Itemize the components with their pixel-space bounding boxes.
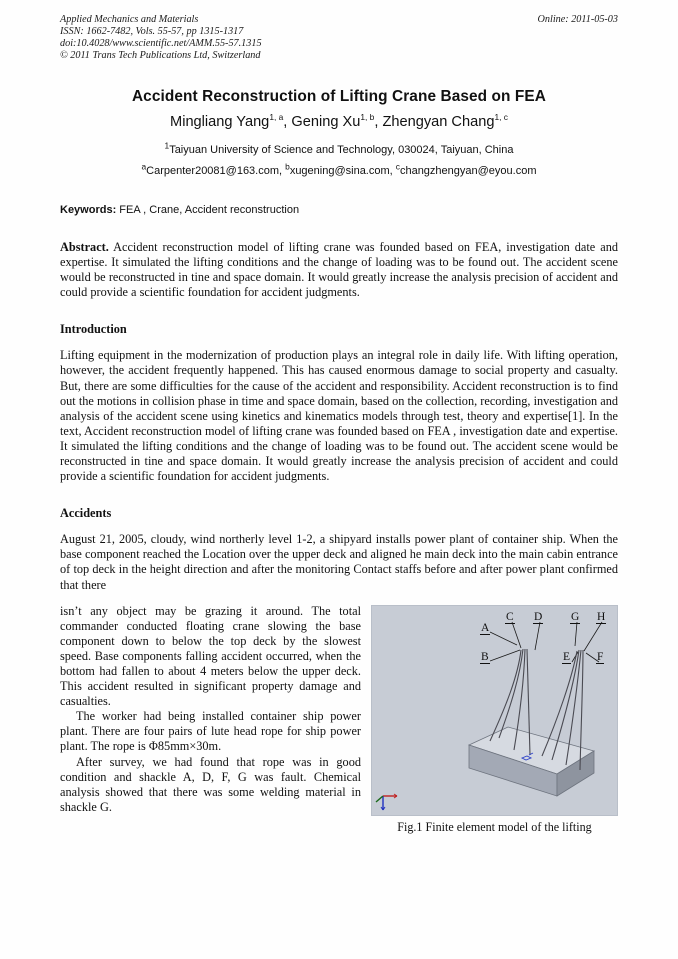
page-content (60, 14, 618, 834)
author-1-affil-marker: 1, a (269, 112, 284, 123)
author-2-name: Gening Xu (291, 114, 361, 130)
author-3-affil-marker: 1, c (494, 112, 508, 123)
author-separator-1: , (283, 114, 292, 130)
axis-triad-icon (376, 794, 397, 810)
figure-1-image (371, 605, 618, 816)
journal-name: Applied Mechanics and Materials (60, 14, 199, 25)
abstract-label: Abstract. (60, 240, 109, 254)
email-3-marker: c (395, 161, 400, 172)
affiliation (60, 140, 618, 156)
email-1: Carpenter20081@163.com, (146, 165, 286, 177)
accidents-paragraph-2: isn’t any object may be grazing it around. The total commander conducted floating crane slowing the base component down to below the top deck by the slowest speed. Base components falling accident occurred, when the bottom had fallen to about 4 meters below the upper deck. This accident resulted in significant property damage and casualties. (60, 603, 361, 709)
keywords-value: FEA , Crane, Accident reconstruction (116, 204, 300, 216)
journal-header-left (60, 14, 618, 62)
author-3-name: Zhengyan Chang (382, 114, 495, 130)
section-heading-accidents: Accidents (60, 506, 112, 521)
email-2-marker: b (285, 161, 290, 172)
figure-label-c: C (506, 610, 514, 623)
figure-wrap-zone (60, 603, 618, 834)
affiliation-marker: 1 (164, 140, 170, 151)
section-heading-introduction: Introduction (60, 322, 127, 337)
introduction-paragraph: Lifting equipment in the modernization of production plays an integral role in daily life. With lifting operation, however, the accident frequently happened. This has caused enormous damage to social property and casualty. But, there are some difficulties for the cause of the accident and responsibility. Accident reconstruction is to find out the motions in collision phase in time and space domain, based on the collection, recording, investigation and analysis of the accident scene using kinetics and kinematics models through test, theory and expertise[1]. In the text, Accident reconstruction model of lifting crane was founded based on FEA , investigation date and expertise. It simulated the lifting conditions and the change of loading was to be found out. The accident scene would be reconstructed in tine and space domain. It would greatly increase the analysis precision of accident and could provide a scientific foundation for accident judgments. (60, 348, 618, 484)
journal-doi: doi:10.4028/www.scientific.net/AMM.55-57.1315 (60, 37, 262, 49)
journal-header (60, 14, 618, 66)
figure-label-h: H (597, 610, 606, 623)
page-title: Accident Reconstruction of Lifting Crane Based on FEA (131, 88, 547, 105)
fea-crane-model-illustration (372, 606, 617, 815)
affiliation-text: Taiyuan University of Science and Technology, 030024, Taiyuan, China (169, 144, 514, 156)
author-emails (60, 161, 618, 177)
author-2-affil-marker: 1, b (360, 112, 375, 123)
journal-online-date: Online: 2011-05-03 (537, 14, 618, 25)
label-leader-lines (490, 622, 602, 662)
figure-label-d: D (534, 610, 543, 623)
author-list (60, 114, 618, 130)
email-3: changzhengyan@eyou.com (399, 165, 537, 177)
figure-label-a: A (481, 621, 490, 634)
journal-issn: ISSN: 1662-7482, Vols. 55-57, pp 1315-1317 (60, 25, 244, 37)
abstract-paragraph (60, 240, 618, 300)
author-separator-2: , (374, 114, 383, 130)
figure-label-e: E (563, 650, 571, 663)
figure-1 (371, 605, 618, 834)
keywords-label: Keywords: (60, 204, 117, 216)
email-1-marker: a (141, 161, 147, 172)
figure-1-caption: Fig.1 Finite element model of the lifting (397, 819, 592, 834)
figure-label-b: B (481, 650, 489, 663)
base-block (469, 727, 594, 796)
keywords-line (60, 204, 618, 216)
author-1-name: Mingliang Yang (170, 114, 270, 130)
figure-label-g: G (571, 610, 580, 623)
figure-label-f: F (597, 650, 604, 663)
accidents-paragraph-3: The worker had being installed container ship power plant. There are four pairs of lute head rope for ship power plant. The rope is Φ85mm×30m. (60, 709, 361, 754)
accidents-paragraph-4: After survey, we had found that rope was in good condition and shackle A, D, F, G was fault. Chemical analysis showed that there was some welding material in shackle G. (60, 754, 361, 814)
email-2: xugening@sina.com, (289, 165, 396, 177)
journal-copyright: © 2011 Trans Tech Publications Ltd, Switzerland (60, 49, 261, 61)
abstract-text: Accident reconstruction model of lifting crane was founded based on FEA, investigation date and expertise. It simulated the lifting conditions and the change of loading was to be found out. The accident scene would be reconstructed in tine and space domain. It would greatly increase the analysis precision of accident and could provide a scientific foundation for accident judgments. (60, 240, 618, 300)
accidents-paragraph-1: August 21, 2005, cloudy, wind northerly level 1-2, a shipyard installs power plant of container ship. When the base component reached the Location over the upper deck and aligned he main deck into the main cabin entrance of top deck in the height direction and after the monitoring Contact staffs before and after power plant confirmed that there (60, 532, 618, 592)
